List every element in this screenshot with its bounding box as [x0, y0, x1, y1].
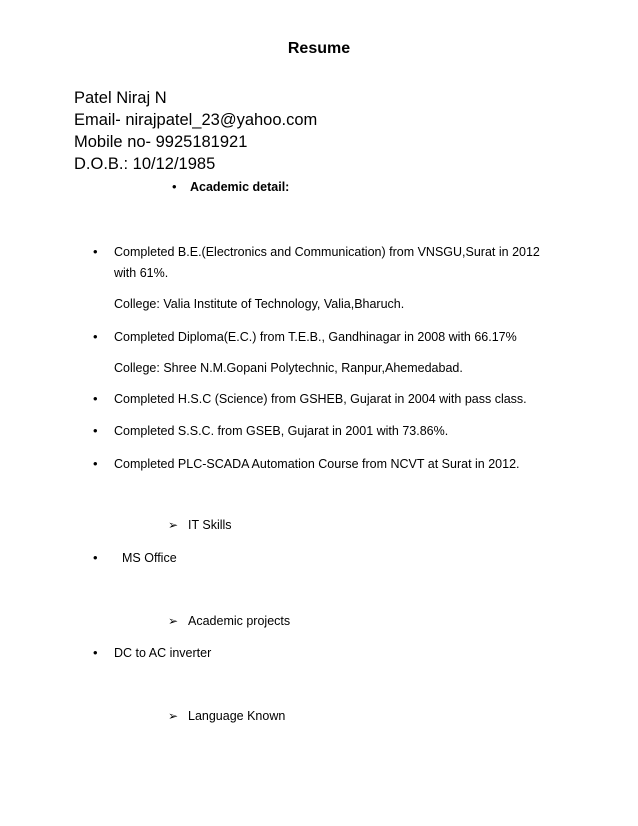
bullet-icon: • [93, 645, 98, 660]
arrow-bullet-icon: ➢ [168, 518, 179, 532]
bullet-icon: • [93, 456, 98, 471]
college-line: College: Shree N.M.Gopani Polytechnic, Ranpur,Ahemedabad. [114, 361, 463, 375]
bullet-icon: • [93, 391, 98, 406]
mobile-line: Mobile no- 9925181921 [74, 133, 248, 151]
bullet-icon: • [93, 423, 98, 438]
academic-item: Completed PLC-SCADA Automation Course from NCVT at Surat in 2012. [114, 457, 520, 471]
academic-item: Completed S.S.C. from GSEB, Gujarat in 2001 with 73.86%. [114, 424, 449, 438]
dob-line: D.O.B.: 10/12/1985 [74, 155, 216, 173]
arrow-bullet-icon: ➢ [168, 709, 179, 723]
academic-item: Completed B.E.(Electronics and Communication) from VNSGU,Surat in 2012 [114, 245, 540, 259]
bullet-icon: • [93, 244, 98, 259]
it-skill-item: MS Office [122, 551, 177, 565]
academic-item: Completed H.S.C (Science) from GSHEB, Gujarat in 2004 with pass class. [114, 392, 527, 406]
academic-item-continued: with 61%. [114, 266, 169, 280]
bullet-icon: • [93, 550, 98, 565]
college-line: College: Valia Institute of Technology, Valia,Bharuch. [114, 297, 405, 311]
arrow-bullet-icon: ➢ [168, 614, 179, 628]
academic-projects-heading: Academic projects [188, 614, 291, 628]
bullet-icon: • [172, 179, 177, 194]
contact-block [74, 87, 317, 175]
academic-item: Completed Diploma(E.C.) from T.E.B., Gandhinagar in 2008 with 66.17% [114, 330, 517, 344]
academic-detail-heading: Academic detail: [190, 180, 290, 194]
page-title: Resume [287, 40, 351, 57]
email-line: Email- nirajpatel_23@yahoo.com [74, 111, 318, 129]
project-item: DC to AC inverter [114, 646, 212, 660]
language-heading: Language Known [188, 709, 286, 723]
name-line: Patel Niraj N [74, 89, 167, 107]
bullet-icon: • [93, 329, 98, 344]
it-skills-heading: IT Skills [188, 518, 232, 532]
